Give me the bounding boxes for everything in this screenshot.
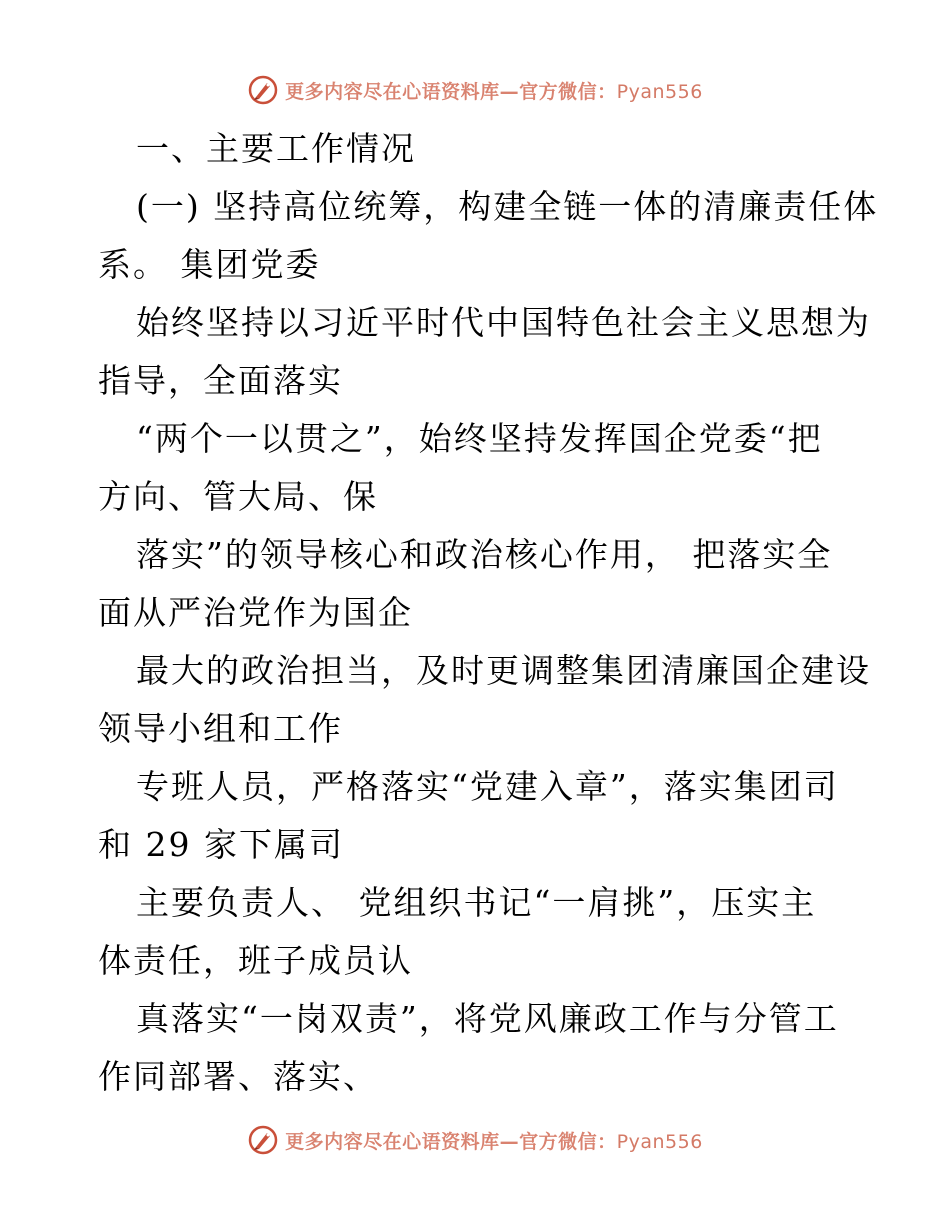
text-line: 领导小组和工作 bbox=[98, 709, 343, 748]
text-line: 作同部署、落实、 bbox=[98, 1057, 378, 1096]
watermark-text: 更多内容尽在心语资料库—官方微信：Pyan556 bbox=[285, 1130, 703, 1153]
pen-nib-seal-icon bbox=[247, 1124, 279, 1156]
text-line: 体责任，班子成员认 bbox=[98, 941, 413, 980]
text-line: 指导，全面落实 bbox=[98, 361, 343, 400]
text-line: 专班人员，严格落实“党建入章”，落实集团司 bbox=[136, 767, 839, 806]
pen-nib-seal-icon bbox=[247, 74, 279, 106]
document-body bbox=[98, 120, 879, 1106]
text-line: 和 29 家下属司 bbox=[98, 825, 344, 864]
text-line: 最大的政治担当，及时更调整集团清廉国企建设 bbox=[136, 651, 871, 690]
footer-watermark bbox=[0, 1122, 950, 1158]
section-heading: 一、主要工作情况 bbox=[136, 129, 416, 168]
text-line: 主要负责人、 党组织书记“一肩挑”，压实主 bbox=[136, 883, 817, 922]
watermark-code: Pyan556 bbox=[616, 80, 703, 103]
text-line: 面从严治党作为国企 bbox=[98, 593, 413, 632]
header-watermark bbox=[0, 72, 950, 108]
text-line: 系。 集团党委 bbox=[98, 245, 321, 284]
text-line: 始终坚持以习近平时代中国特色社会主义思想为 bbox=[136, 303, 871, 342]
text-line: (一) 坚持高位统筹，构建全链一体的清廉责任体 bbox=[136, 187, 879, 226]
text-line: 落实”的领导核心和政治核心作用， 把落实全 bbox=[136, 535, 833, 574]
text-line: 方向、管大局、保 bbox=[98, 477, 378, 516]
watermark-code: Pyan556 bbox=[616, 1130, 703, 1153]
text-line: “两个一以贯之”，始终坚持发挥国企党委“把 bbox=[136, 419, 823, 458]
text-line: 真落实“一岗双责”，将党风廉政工作与分管工 bbox=[136, 999, 839, 1038]
watermark-text: 更多内容尽在心语资料库—官方微信：Pyan556 bbox=[285, 80, 703, 103]
